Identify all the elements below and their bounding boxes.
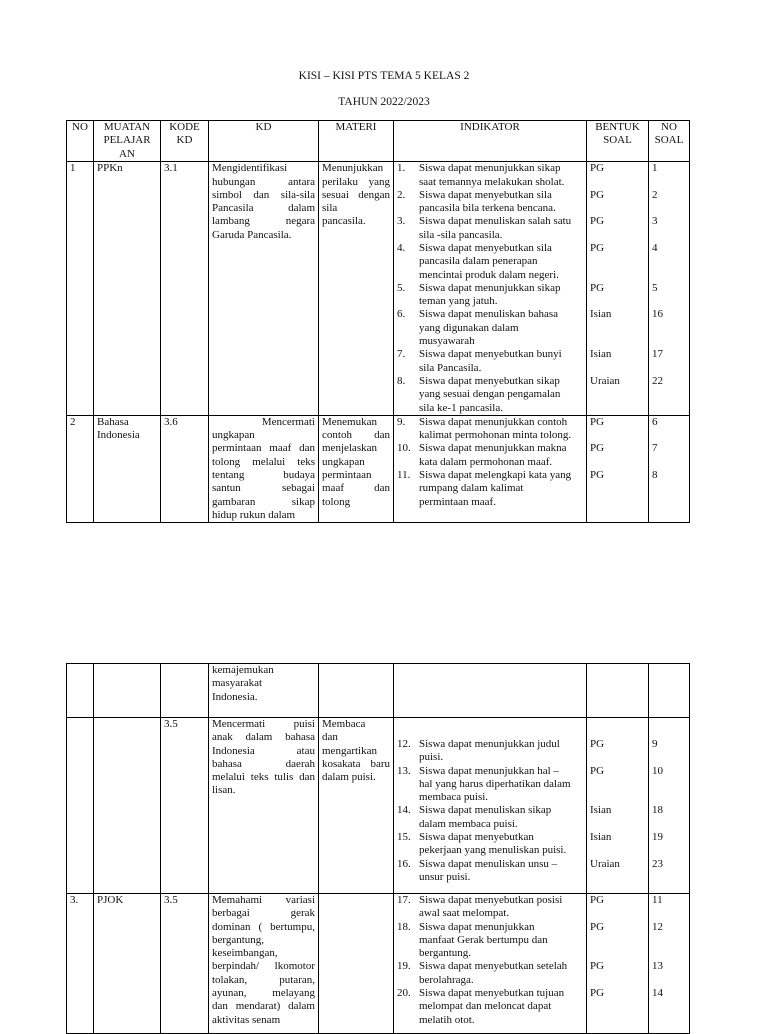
bentuk-soal-value: PG	[590, 188, 605, 201]
indicator-item	[397, 987, 583, 1027]
text-line: ungkapan	[322, 455, 365, 468]
cell-no-soal	[649, 718, 690, 894]
header-muatan: MUATAN PELAJAR AN	[94, 121, 161, 162]
indicator-text: Siswa dapat menyebutkan tujuan	[419, 987, 565, 1000]
indicator-number: 9.	[397, 415, 406, 428]
header-indikator: INDIKATOR	[394, 121, 587, 162]
no-soal-value: 5	[652, 281, 658, 294]
indicator-text: sila ke-1 pancasila.	[419, 401, 503, 414]
header-bentuk-soal: BENTUK SOAL	[587, 121, 649, 162]
no-soal-value: 22	[652, 374, 663, 387]
indicator-text: mencintai produk dalam negeri.	[419, 268, 559, 281]
bentuk-soal-value: PG	[590, 242, 605, 254]
text-line: mengartikan	[322, 744, 377, 757]
bentuk-soal-value: Isian	[590, 831, 612, 844]
cell-kode-kd: 3.5	[161, 894, 209, 1034]
cell-kd	[209, 415, 319, 522]
indicator-item	[397, 442, 583, 469]
text-line: hubungan antara	[212, 175, 315, 188]
cell-no: 2	[67, 415, 94, 522]
no-soal-value: 18	[652, 804, 663, 817]
bentuk-soal-value: PG	[590, 281, 605, 294]
no-soal-value: 2	[652, 188, 658, 201]
indicator-text: yang digunakan dalam	[419, 321, 519, 334]
indicator-text: saat temannya melakukan sholat.	[419, 175, 565, 188]
indicator-number: 11.	[397, 469, 411, 482]
cell-no: 3.	[67, 894, 94, 1034]
indicator-number: 18.	[397, 920, 411, 933]
indicator-text: Siswa dapat menunjukkan	[419, 920, 535, 933]
no-soal-value: 3	[652, 215, 658, 228]
text-line: Membaca	[322, 718, 366, 730]
table-row-continuation	[67, 664, 690, 718]
no-soal-value: 14	[652, 987, 663, 1000]
indicator-number: 14.	[397, 804, 411, 817]
indicator-item	[397, 894, 583, 921]
text-line: melalui teks tulis dan	[212, 771, 315, 784]
cell-muatan: PJOK	[94, 894, 161, 1034]
indicator-number: 16.	[397, 857, 411, 870]
bentuk-soal-value: PG	[590, 162, 605, 175]
bentuk-soal-value: PG	[590, 737, 605, 750]
cell-bentuk-soal	[587, 415, 649, 522]
text-line: anak dalam bahasa	[212, 731, 315, 744]
text-line: Mencermati puisi	[212, 718, 315, 730]
text-line: tolong	[322, 495, 351, 508]
text-line: berpindah/ lkomotor	[212, 960, 315, 973]
indicator-item	[397, 469, 583, 509]
text-line: masyarakat	[212, 677, 263, 690]
indicator-item	[397, 188, 583, 216]
no-soal-value: 12	[652, 920, 663, 933]
cell-no-soal	[649, 415, 690, 522]
indicator-text: Siswa dapat menyebutkan sila	[419, 242, 552, 254]
no-soal-value: 4	[652, 242, 658, 254]
header-materi: MATERI	[319, 121, 394, 162]
indicator-text: sila Pancasila.	[419, 361, 482, 374]
text-line: dan	[322, 731, 338, 744]
cell-no-soal	[649, 162, 690, 416]
header-no-soal: NO SOAL	[649, 121, 690, 162]
text-line: permintaan	[322, 469, 372, 482]
text-line: Menunjukkan	[322, 162, 384, 175]
text-line: Mencermati	[261, 415, 315, 428]
bentuk-soal-value: PG	[590, 987, 605, 1000]
indicator-text: melompat dan meloncat dapat	[419, 1000, 552, 1013]
cell-materi	[319, 415, 394, 522]
indicator-item	[397, 415, 583, 443]
kisi-table-page-1	[66, 120, 690, 523]
text-line: Indonesia atau	[212, 744, 315, 757]
indicator-text: rumpang dalam kalimat	[419, 482, 524, 495]
indicator-number: 12.	[397, 737, 411, 750]
indicator-number: 3.	[397, 215, 406, 228]
bentuk-soal-value: PG	[590, 920, 605, 933]
indicator-text: yang sesuai dengan pengamalan	[419, 388, 561, 401]
indicator-number: 15.	[397, 831, 411, 844]
indicator-text: Siswa dapat menuliskan sikap	[419, 804, 552, 817]
no-soal-value: 16	[652, 308, 663, 321]
no-soal-value: 10	[652, 764, 663, 777]
bentuk-soal-value: PG	[590, 442, 605, 455]
no-soal-value: 17	[652, 348, 663, 361]
indicator-item	[397, 737, 583, 765]
header-kd: KD	[209, 121, 319, 162]
indicator-text: Siswa dapat menyebutkan bunyi	[419, 348, 562, 361]
indicator-text: Siswa dapat menuliskan bahasa	[419, 308, 558, 321]
indicator-text: manfaat Gerak bertumpu dan	[419, 933, 548, 946]
kisi-table-page-2	[66, 663, 690, 1034]
indicator-item	[397, 308, 583, 348]
cell-materi	[319, 718, 394, 894]
indicator-number: 1.	[397, 162, 406, 175]
cell-kode-kd: 3.6	[161, 415, 209, 522]
text-line: contoh dan	[322, 429, 390, 442]
indicator-text: dalam membaca puisi.	[419, 817, 518, 830]
indicator-text: membaca puisi.	[419, 791, 489, 804]
text-line: Menemukan	[322, 415, 377, 428]
no-soal-value: 7	[652, 442, 658, 455]
cell-no-soal	[649, 894, 690, 1034]
text-line: Mengidentifikasi	[212, 162, 288, 175]
text-line: lisan.	[212, 784, 236, 797]
no-soal-value: 6	[652, 415, 658, 428]
indicator-item	[397, 857, 583, 885]
indicator-number: 20.	[397, 987, 411, 1000]
indicator-text: Siswa dapat menyebutkan setelah	[419, 960, 568, 973]
text-line: bergantung,	[212, 933, 265, 946]
indicator-text: Siswa dapat menyebutkan	[419, 831, 534, 844]
cell-kd	[209, 894, 319, 1034]
no-soal-value: 8	[652, 469, 658, 482]
cell-no: 1	[67, 162, 94, 416]
text-line: kemajemukan	[212, 664, 274, 676]
cell-indikator	[394, 415, 587, 522]
text-line: kosakata baru	[322, 757, 390, 770]
bentuk-soal-value: Uraian	[590, 857, 620, 870]
indicator-item	[397, 242, 583, 282]
text-line: permintaan maaf dan	[212, 442, 315, 455]
text-line: keseimbangan,	[212, 947, 278, 960]
indicator-item	[397, 215, 583, 242]
indicator-text: teman yang jatuh.	[419, 295, 498, 308]
indicator-item	[397, 348, 583, 375]
indicator-number: 2.	[397, 188, 406, 201]
indicator-text: bergantung.	[419, 947, 472, 960]
text-line: hidup rukun dalam	[212, 508, 296, 521]
bentuk-soal-value: PG	[590, 960, 605, 973]
text-line: Indonesia.	[212, 690, 258, 703]
text-line: aktivitas senam	[212, 1013, 281, 1026]
text-line: tolong melalui teks	[212, 455, 315, 468]
indicator-text: melatih otot.	[419, 1013, 475, 1026]
bentuk-soal-value: PG	[590, 415, 605, 428]
no-soal-value: 23	[652, 857, 663, 870]
indicator-text: puisi.	[419, 751, 444, 764]
text-line: tolakan, putaran,	[212, 973, 315, 986]
indicator-text: hal yang harus diperhatikan dalam	[419, 777, 571, 790]
no-soal-value: 11	[652, 894, 663, 906]
indicator-text: pancasila dalam penerapan	[419, 255, 538, 268]
indicator-text: pancasila bila terkena bencana.	[419, 202, 556, 215]
cell-kode-kd: 3.1	[161, 162, 209, 416]
cell-indikator	[394, 718, 587, 894]
bentuk-soal-value: Isian	[590, 804, 612, 817]
cell-kd	[209, 162, 319, 416]
text-line: santun sebagai	[212, 482, 315, 495]
indicator-item	[397, 960, 583, 987]
cell-kd	[209, 718, 319, 894]
indicator-number: 4.	[397, 242, 406, 254]
indicator-text: awal saat melompat.	[419, 907, 510, 920]
table-row	[67, 718, 690, 894]
indicator-text: berolahraga.	[419, 973, 474, 986]
text-line: dalam puisi.	[322, 771, 376, 784]
no-soal-value: 9	[652, 737, 658, 750]
indicator-text: Siswa dapat menyebutkan sikap	[419, 374, 560, 387]
cell-materi	[319, 894, 394, 1034]
indicator-item	[397, 162, 583, 189]
bentuk-soal-value: PG	[590, 469, 605, 482]
cell-muatan	[94, 415, 161, 522]
text-line: Pancasila dalam	[212, 202, 315, 215]
indicator-text: Siswa dapat menunjukkan sikap	[419, 162, 561, 175]
text-line: pancasila.	[322, 215, 366, 228]
text-line: sila	[322, 202, 338, 215]
cell-bentuk-soal	[587, 894, 649, 1034]
indicator-text: kalimat permohonan minta tolong.	[419, 429, 572, 442]
text-line: menjelaskan	[322, 442, 377, 455]
indicator-text: musyawarah	[419, 335, 475, 348]
table-row	[67, 894, 690, 1034]
text-line: ungkapan	[212, 429, 255, 442]
indicator-text: Siswa dapat menunjukkan sikap	[419, 281, 561, 294]
text-line: dominan ( bertumpu,	[212, 920, 315, 933]
bentuk-soal-value: Isian	[590, 348, 612, 361]
indicator-text: Siswa dapat menyebutkan sila	[419, 188, 552, 201]
bentuk-soal-value: PG	[590, 894, 605, 906]
indicator-number: 13.	[397, 764, 411, 777]
document-title: KISI – KISI PTS TEMA 5 KELAS 2	[298, 70, 470, 82]
text-line: sesuai dengan	[322, 188, 390, 201]
text-line: perilaku yang	[322, 175, 390, 188]
header-kode-kd: KODE KD	[161, 121, 209, 162]
indicator-item	[397, 764, 583, 805]
bentuk-soal-value: PG	[590, 215, 605, 228]
text-line: tentang budaya	[212, 469, 315, 482]
indicator-text: permintaan maaf.	[419, 495, 496, 508]
bentuk-soal-value: Uraian	[590, 374, 620, 387]
cell-indikator	[394, 894, 587, 1034]
indicator-item	[397, 374, 583, 415]
indicator-number: 10.	[397, 442, 411, 455]
cell-muatan: PPKn	[94, 162, 161, 416]
text-line: simbol dan sila-sila	[212, 188, 315, 201]
indicator-text: Siswa dapat menuliskan salah satu	[419, 215, 572, 228]
table-row	[67, 415, 690, 522]
text-line: lambang negara	[212, 215, 315, 228]
document-subtitle: TAHUN 2022/2023	[338, 96, 430, 108]
indicator-text: Siswa dapat menyebutkan posisi	[419, 894, 563, 906]
cell-bentuk-soal	[587, 162, 649, 416]
no-soal-value: 13	[652, 960, 663, 973]
indicator-text: pekerjaan yang menuliskan puisi.	[419, 844, 567, 857]
text-line: maaf dan	[322, 482, 390, 495]
indicator-number: 8.	[397, 374, 406, 387]
indicator-text: Siswa dapat menuliskan unsu –	[419, 857, 558, 870]
indicator-text: unsur puisi.	[419, 870, 471, 883]
indicator-text: Siswa dapat menunjukkan hal –	[419, 764, 559, 777]
indicator-text: sila -sila pancasila.	[419, 228, 503, 241]
table-row	[67, 162, 690, 416]
indicator-item	[397, 281, 583, 309]
text-line: Indonesia	[97, 429, 140, 442]
indicator-item	[397, 920, 583, 961]
header-no: NO	[67, 121, 94, 162]
indicator-number: 6.	[397, 308, 406, 321]
indicator-number: 17.	[397, 894, 411, 906]
indicator-text: kata dalam permohonan maaf.	[419, 455, 553, 468]
indicator-item	[397, 804, 583, 831]
bentuk-soal-value: PG	[590, 764, 605, 777]
text-line: gambaran sikap	[212, 495, 315, 508]
cell-indikator	[394, 162, 587, 416]
indicator-number: 5.	[397, 281, 406, 294]
header-row	[67, 121, 690, 162]
cell-kode-kd: 3.5	[161, 718, 209, 894]
cell-kd	[209, 664, 319, 718]
no-soal-value: 19	[652, 831, 663, 844]
indicator-text: Siswa dapat menunjukkan makna	[419, 442, 567, 455]
bentuk-soal-value: Isian	[590, 308, 612, 321]
text-line: dan mendarat) dalam	[212, 1000, 315, 1013]
text-line: ayunan, melayang	[212, 987, 315, 1000]
indicator-number: 7.	[397, 348, 406, 361]
cell-materi	[319, 162, 394, 416]
indicator-text: Siswa dapat menunjukkan judul	[419, 737, 560, 750]
text-line: Memahami variasi	[212, 894, 315, 906]
indicator-text: Siswa dapat melengkapi kata yang	[419, 469, 572, 482]
text-line: Bahasa	[97, 415, 129, 428]
no-soal-value: 1	[652, 162, 658, 175]
indicator-number: 19.	[397, 960, 411, 973]
indicator-text: Siswa dapat menunjukkan contoh	[419, 415, 568, 428]
indicator-item	[397, 831, 583, 858]
cell-bentuk-soal	[587, 718, 649, 894]
text-line: bahasa daerah	[212, 757, 315, 770]
text-line: berbagai gerak	[212, 907, 315, 920]
text-line: Garuda Pancasila.	[212, 228, 292, 241]
